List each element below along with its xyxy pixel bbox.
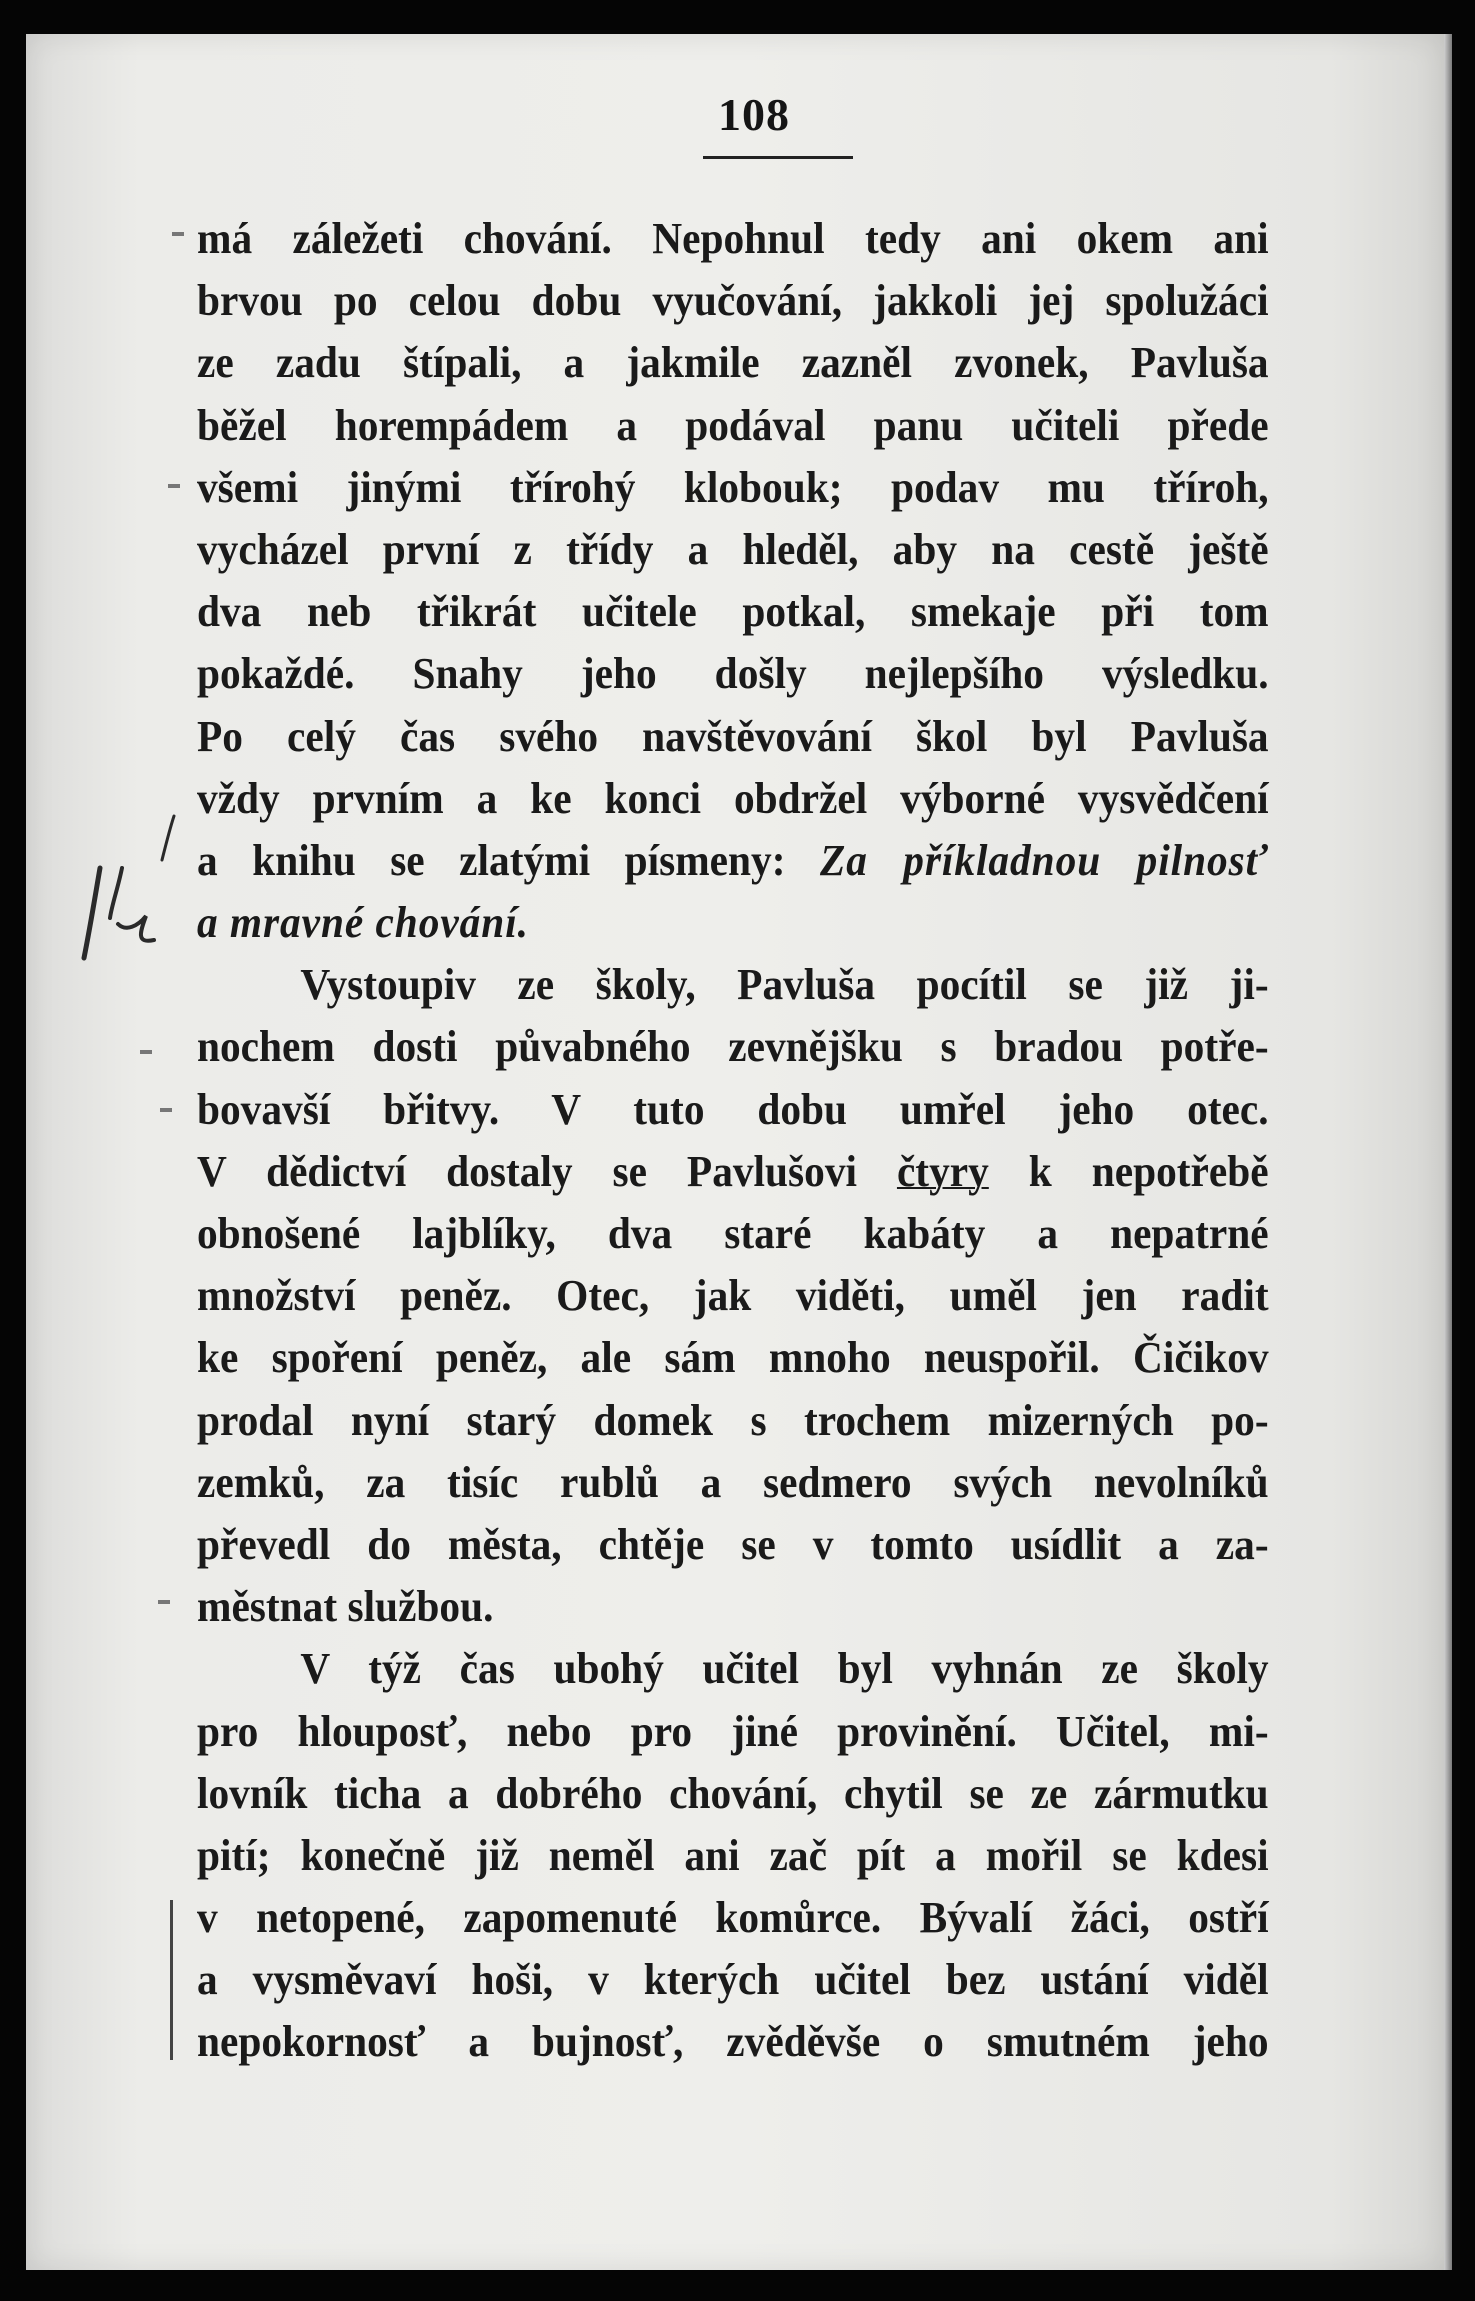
text-line: Vystoupiv ze školy, Pavluša pocítil se již ji- [300, 960, 1269, 1010]
handwritten-margin-mark [66, 808, 176, 968]
text-line: prodal nyní starý domek s trochem mizerných po- [197, 1395, 1269, 1445]
text-line: pití; konečně již neměl ani zač pít a mořil se kdesi [197, 1830, 1269, 1880]
text-line [197, 830, 1269, 892]
text-line: pro hlouposť, nebo pro jiné provinění. Učitel, mi- [197, 1706, 1269, 1756]
text-line: nepokornosť a bujnosť, zvěděvše o smutném jeho [197, 2017, 1269, 2067]
margin-tick [168, 484, 180, 488]
body-text [197, 208, 1269, 2074]
text-span: k nepotřebě [988, 1146, 1269, 1196]
text-line: vždy prvním a ke konci obdržel výborné vysvědčení [197, 773, 1269, 823]
text-line: všemi jinými třírohý klobouk; podav mu tříroh, [197, 462, 1269, 512]
text-span: a knihu se zlatými písmeny: [197, 835, 820, 885]
text-line: Po celý čas svého navštěvování škol byl Pavluša [197, 711, 1269, 761]
text-line: pokaždé. Snahy jeho došly nejlepšího výsledku. [197, 649, 1269, 699]
text-line: V týž čas ubohý učitel byl vyhnán ze školy [300, 1644, 1269, 1694]
text-line: ke spoření peněz, ale sám mnoho neuspořil. Čičikov [197, 1333, 1269, 1383]
text-line: množství peněz. Otec, jak viděti, uměl jen radit [197, 1271, 1269, 1321]
text-line: brvou po celou dobu vyučování, jakkoli jej spolužáci [197, 276, 1269, 326]
margin-tick [140, 1050, 152, 1054]
margin-tick [158, 1600, 170, 1604]
page-number: 108 [718, 89, 790, 140]
text-line: nochem dosti půvabného zevnějšku s bradou potře- [197, 1022, 1269, 1072]
italic-title: a mravné chování. [197, 898, 529, 948]
text-line: obnošené lajblíky, dva staré kabáty a nepatrné [197, 1209, 1269, 1258]
text-span: V dědictví dostaly se Pavlušovi [197, 1146, 897, 1196]
text-line: lovník ticha a dobrého chování, chytil se ze zármutku [197, 1768, 1269, 1818]
text-line: bovavší břitvy. V tuto dobu umřel jeho otec. [197, 1084, 1269, 1134]
page-edge [1444, 34, 1452, 2270]
text-line: městnat službou. [197, 1582, 494, 1632]
margin-tick [160, 1108, 172, 1112]
underlined-word: čtyry [896, 1146, 989, 1196]
text-line: běžel horempádem a podával panu učiteli přede [197, 400, 1269, 450]
margin-tick [172, 232, 184, 236]
text-line [197, 892, 1269, 954]
text-line: dva neb třikrát učitele potkal, smekaje při tom [197, 587, 1269, 637]
italic-title: Za příkladnou pilnosť [819, 835, 1269, 885]
text-line [197, 1141, 1269, 1203]
text-line: vycházel první z třídy a hleděl, aby na cestě ještě [197, 524, 1269, 574]
margin-bracket [170, 1900, 173, 2060]
text-line: převedl do města, chtěje se v tomto usídlit a za- [197, 1519, 1269, 1569]
text-line: má záležeti chování. Nepohnul tedy ani okem ani [197, 214, 1269, 263]
text-line: a vysměvaví hoši, v kterých učitel bez ustání viděl [197, 1955, 1269, 2005]
text-line: v netopené, zapomenuté komůrce. Bývalí žáci, ostří [197, 1893, 1269, 1943]
text-line: zemků, za tisíc rublů a sedmero svých nevolníků [197, 1457, 1269, 1507]
text-line: ze zadu štípali, a jakmile zazněl zvonek, Pavluša [197, 338, 1269, 388]
header-rule [703, 156, 853, 159]
